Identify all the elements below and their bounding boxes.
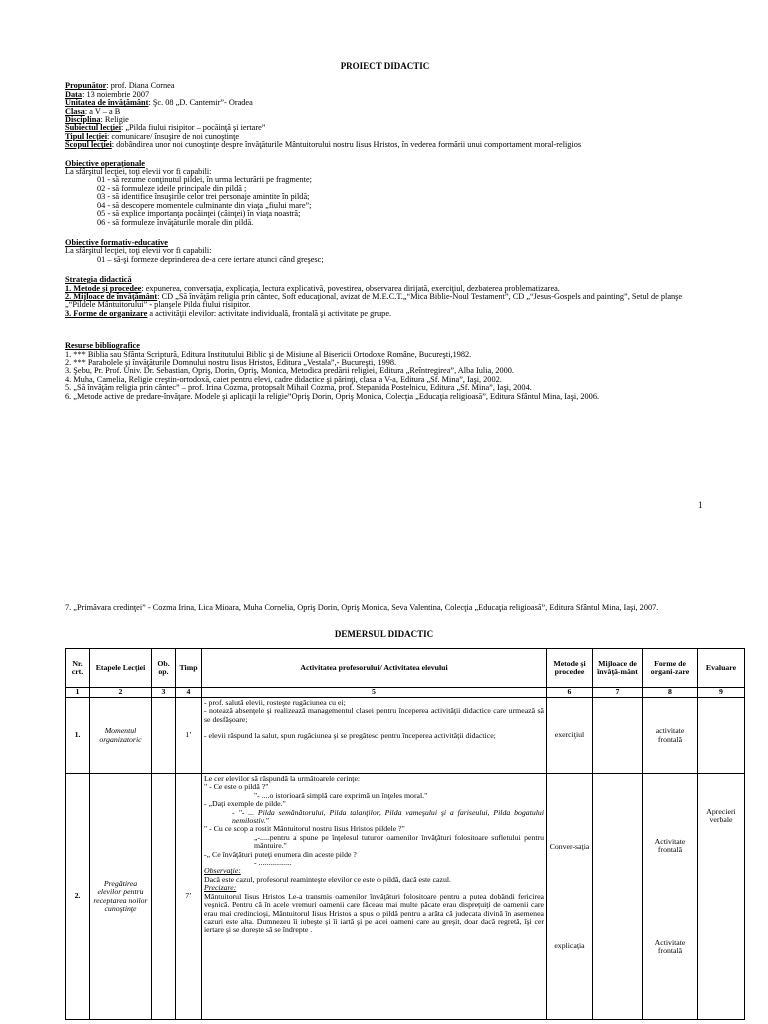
- evaluation-cell: [698, 698, 745, 774]
- activity-line: Le cer elevilor să răspundă la următoarele cerinţe:: [204, 774, 361, 783]
- bibliography-item: 3. Şebu, Pr. Prof. Univ. Dr. Sebastian, Opriş, Dorin, Opriş, Monica, Metodica predării religiei, Editura „Reîntregirea”, Alba Iulia, 2000.: [65, 366, 515, 376]
- lesson-stage: Pregătirea elevilor pentru receptarea noilor cunoştinţe: [90, 774, 152, 1020]
- column-number: 7: [593, 688, 643, 698]
- col-header: Mijloace de învăţă-mânt: [593, 649, 643, 688]
- section-heading: Obiective operaţionale: [65, 158, 145, 168]
- col-header: Evaluare: [698, 649, 745, 688]
- activity-answer: - .................: [254, 858, 292, 868]
- method-item: explicaţia: [554, 940, 585, 950]
- section-heading: Strategia didactică: [65, 275, 132, 285]
- activity-line: - notează absenţele şi realizează managementul clasei pentru începerea activităţii didactice care urmează să se desfăşoare;: [204, 706, 544, 724]
- clarification-text: Mântuitorul Iisus Hristos Le-a transmis oamenilor învăţături folositoare pentru a putea dobândi fericirea veşnică. Pentru că în acele vremuri oamenii care făceau mai multe păcate erau dispreţuiţi de oamenii care erau mai credincioşi, Mântuitorul Iisus Hristos a spus o pildă pentru a arăta că judecata divină în asemenea cazuri este alta. Dumnezeu îi iubeşte şi îi iartă şi pe acei oameni care au greşit, doar dacă regretă, îşi cer iertare şi se dorește să se îndrepte .: [204, 891, 544, 935]
- time-cell: 1’: [176, 698, 202, 774]
- activity-question: " - Ce este o pildă ?": [204, 782, 269, 792]
- column-number: 2: [90, 688, 152, 698]
- document-title: PROIECT DIDACTIC: [340, 61, 430, 71]
- bibliography: [65, 342, 705, 401]
- section-intro: La sfârşitul lecţiei, toţi elevii vor fi capabili:: [65, 246, 212, 256]
- didactic-strategy: [65, 276, 705, 318]
- column-number: 5: [202, 688, 547, 698]
- strategy-item: 3. Forme de organizare a activităţii elevilor: activitate individuală, frontală şi activitate pe grupe.: [65, 308, 392, 318]
- methods-cell: [547, 774, 593, 1020]
- methods-cell: exerciţiul: [547, 698, 593, 774]
- section-heading: Resurse bibliografice: [65, 341, 140, 351]
- method-item: Conver-saţia: [549, 842, 590, 852]
- col-header: Ob. op.: [152, 649, 176, 688]
- list-item: 01 - să rezume conţinutul pildei, în urma lecturării pe fragmente;: [97, 175, 312, 185]
- col-header: Timp: [176, 649, 202, 688]
- field-unitatea: Unitatea de învăţământ: Şc. 08 „D. Cantemir”- Oradea: [65, 98, 253, 108]
- col-header: Etapele Lecţiei: [90, 649, 152, 688]
- table-row: [66, 698, 745, 774]
- means-cell: [593, 774, 643, 1020]
- means-cell: [593, 698, 643, 774]
- list-item: 05 - să explice importanţa pocăinţei (căinţei) în viaţa noastră;: [97, 209, 301, 219]
- col-header: Activitatea profesorului/ Activitatea elevului: [202, 649, 547, 688]
- time-cell: 7’: [176, 774, 202, 1020]
- organization-item: Activitate frontală: [654, 836, 686, 855]
- bibliography-item: 2. *** Parabolele şi învăţăturile Domnului nostru Iisus Hristos, Editura „Vestala”,- Bucureşti, 1998.: [65, 357, 397, 367]
- bibliography-item-continued: 7. „Primăvara credinţei” - Cozma Irina, Lica Mioara, Muha Cornelia, Opriş Dorin, Opriş Monica, Seva Valentina, Colecţia „Educaţia religioasă”, Editura Sfântul Mina, Iaşi, 2007.: [65, 603, 659, 612]
- list-item: 03 - să identifice însuşirile celor trei personaje amintite în pildă;: [97, 192, 310, 202]
- activity-cell: [202, 698, 547, 774]
- col-header: Metode şi procedee: [547, 649, 593, 688]
- list-item: 01 – să-şi formeze deprinderea de-a cere iertare atunci când greşesc;: [97, 254, 324, 264]
- bibliography-item: 6. „Metode active de predare-învăţare. Modele şi aplicaţii la religie”Opriş Dorin, Opriş Monica, Colecţia „Educaţia religioasă”, Editura Sfântul Mina, Iaşi, 2006.: [65, 391, 600, 401]
- demers-table: [65, 648, 745, 1020]
- clarification-label: Precizare:: [204, 883, 237, 893]
- activity-question: " - Cu ce scop a rostit Mântuitorul nostru Iisus Hristos pildele ?": [204, 824, 405, 834]
- col-header: Forme de organi-zare: [643, 649, 698, 688]
- field-tipul: Tipul lecţiei: comunicare/ însuşire de noi cunoştinţe: [65, 131, 240, 141]
- list-item: 04 - să descopere momentele culminante din viaţa „fiului mare”;: [97, 200, 312, 210]
- demers-title: DEMERSUL DIDACTIC: [334, 629, 434, 639]
- row-number: 2.: [66, 774, 90, 1020]
- strategy-item: 2. Mijloace de învăţământ: CD „Să învăţăm religia prin cântec, Soft educaţional, avizat de M.E.C.T.„“Mica Biblie-Noul Testament”, CD „“Jesus-Gospels and painting”, Setul de planşe „“Pildele Mântuitorului” - planşele Pilda fiului risipitor.: [65, 291, 683, 310]
- strategy-item: 1. Metode şi procedee: expunerea, conversaţia, explicaţia, lectura explicativă, povestirea, observarea dirijată, exerciţiul, dezbaterea problematizarea.: [65, 283, 560, 293]
- table-row: [66, 774, 745, 1020]
- activity-answer: „-.....pentru a spune pe înţelesul tuturor oamenilor învăţături folositoare sufletului pentru mântuire.": [254, 832, 544, 851]
- field-scopul: Scopul lecţiei: dobândirea unor noi cunoştinţe despre învăţăturile Mântuitorului nostru Iisus Hristos, în vederea formării unui comportament moral-religios: [65, 140, 582, 150]
- column-number: 9: [698, 688, 745, 698]
- organization-cell: activitate frontală: [643, 698, 698, 774]
- field-propunator: Propunător: prof. Diana Cornea: [65, 81, 175, 91]
- column-number-row: [66, 688, 745, 698]
- field-data: Data: 13 noiembrie 2007: [65, 89, 150, 99]
- page-number: 1: [698, 500, 703, 510]
- column-number: 8: [643, 688, 698, 698]
- bibliography-item: 5. „Să învăţăm religia prin cântec” – prof. Irina Cozma, protopsalt Mihail Cozma, prof. Stepanida Postelnicu, Editura „Sf. Mina”, Iaşi, 2004.: [65, 383, 532, 393]
- section-heading: Obiective formativ-educative: [65, 237, 168, 247]
- field-subiectul: Subiectul lecţiei: „Pilda fiului risipitor – pocăinţă şi iertare”: [65, 123, 266, 133]
- list-item: 06 - să formuleze învăţăturile morale din pildă.: [97, 217, 254, 227]
- activity-question: -„ Ce învăţături puteţi enumera din aceste pilde ?: [204, 849, 357, 859]
- evaluation-cell: Aprecieri verbale: [698, 774, 745, 1020]
- list-item: 02 - să formuleze ideile principale din pildă ;: [97, 183, 247, 193]
- column-number: 4: [176, 688, 202, 698]
- activity-answer: "- ....o istorioară simplă care exprimă un înţeles moral.": [254, 790, 428, 800]
- col-header: Nr. crt.: [66, 649, 90, 688]
- lesson-stage: Momentul organizatoric: [90, 698, 152, 774]
- section-intro: La sfârşitul lecţiei, toţi elevii vor fi capabili:: [65, 167, 212, 177]
- table-header-row: [66, 649, 745, 688]
- organization-item: Activitate frontală: [654, 937, 686, 955]
- objective-cell: [152, 698, 176, 774]
- objective-cell: [152, 774, 176, 1020]
- activity-question: - „Daţi exemple de pilde.": [204, 799, 286, 809]
- observation-text: Dacă este cazul, profesorul reaminteşte elevilor ce este o pildă, dacă este cazul.: [204, 874, 451, 884]
- column-number: 1: [66, 688, 90, 698]
- formative-objectives: [65, 239, 705, 264]
- observation-label: Observaţie:: [204, 866, 241, 876]
- field-disciplina: Disciplina: Religie: [65, 115, 129, 125]
- activity-cell: [202, 774, 547, 1020]
- bibliography-item: 4. Muha, Camelia, Religie creştin-ortodoxă, caiet pentru elevi, cadre didactice şi părinţi, clasa a V-a, Editura „Sf. Mina”, Iaşi, 2002.: [65, 374, 502, 384]
- operational-objectives: [65, 160, 705, 227]
- column-number: 3: [152, 688, 176, 698]
- activity-line: - elevii răspund la salut, spun rugăciunea şi se pregătesc pentru începerea activităţii didactice;: [204, 731, 496, 741]
- page-one-content: [65, 62, 705, 401]
- activity-line: - prof. salută elevii, rosteşte rugăciunea cu ei;: [204, 698, 346, 707]
- field-clasa: Clasa: a V – a B: [65, 106, 121, 116]
- activity-answer: - "- ... Pilda semănătorului, Pilda talanţilor, Pilda vameşului şi a fariseului, Pilda bogatului nemilostiv.": [232, 807, 544, 826]
- organization-cell: [643, 774, 698, 1020]
- row-number: 1.: [66, 698, 90, 774]
- header-fields: [65, 82, 705, 149]
- column-number: 6: [547, 688, 593, 698]
- bibliography-item: 1. *** Biblia sau Sfânta Scriptură, Editura Institutului Biblic şi de Misiune al Bisericii Ortodoxe Române, Bucureşti,1982.: [65, 349, 472, 359]
